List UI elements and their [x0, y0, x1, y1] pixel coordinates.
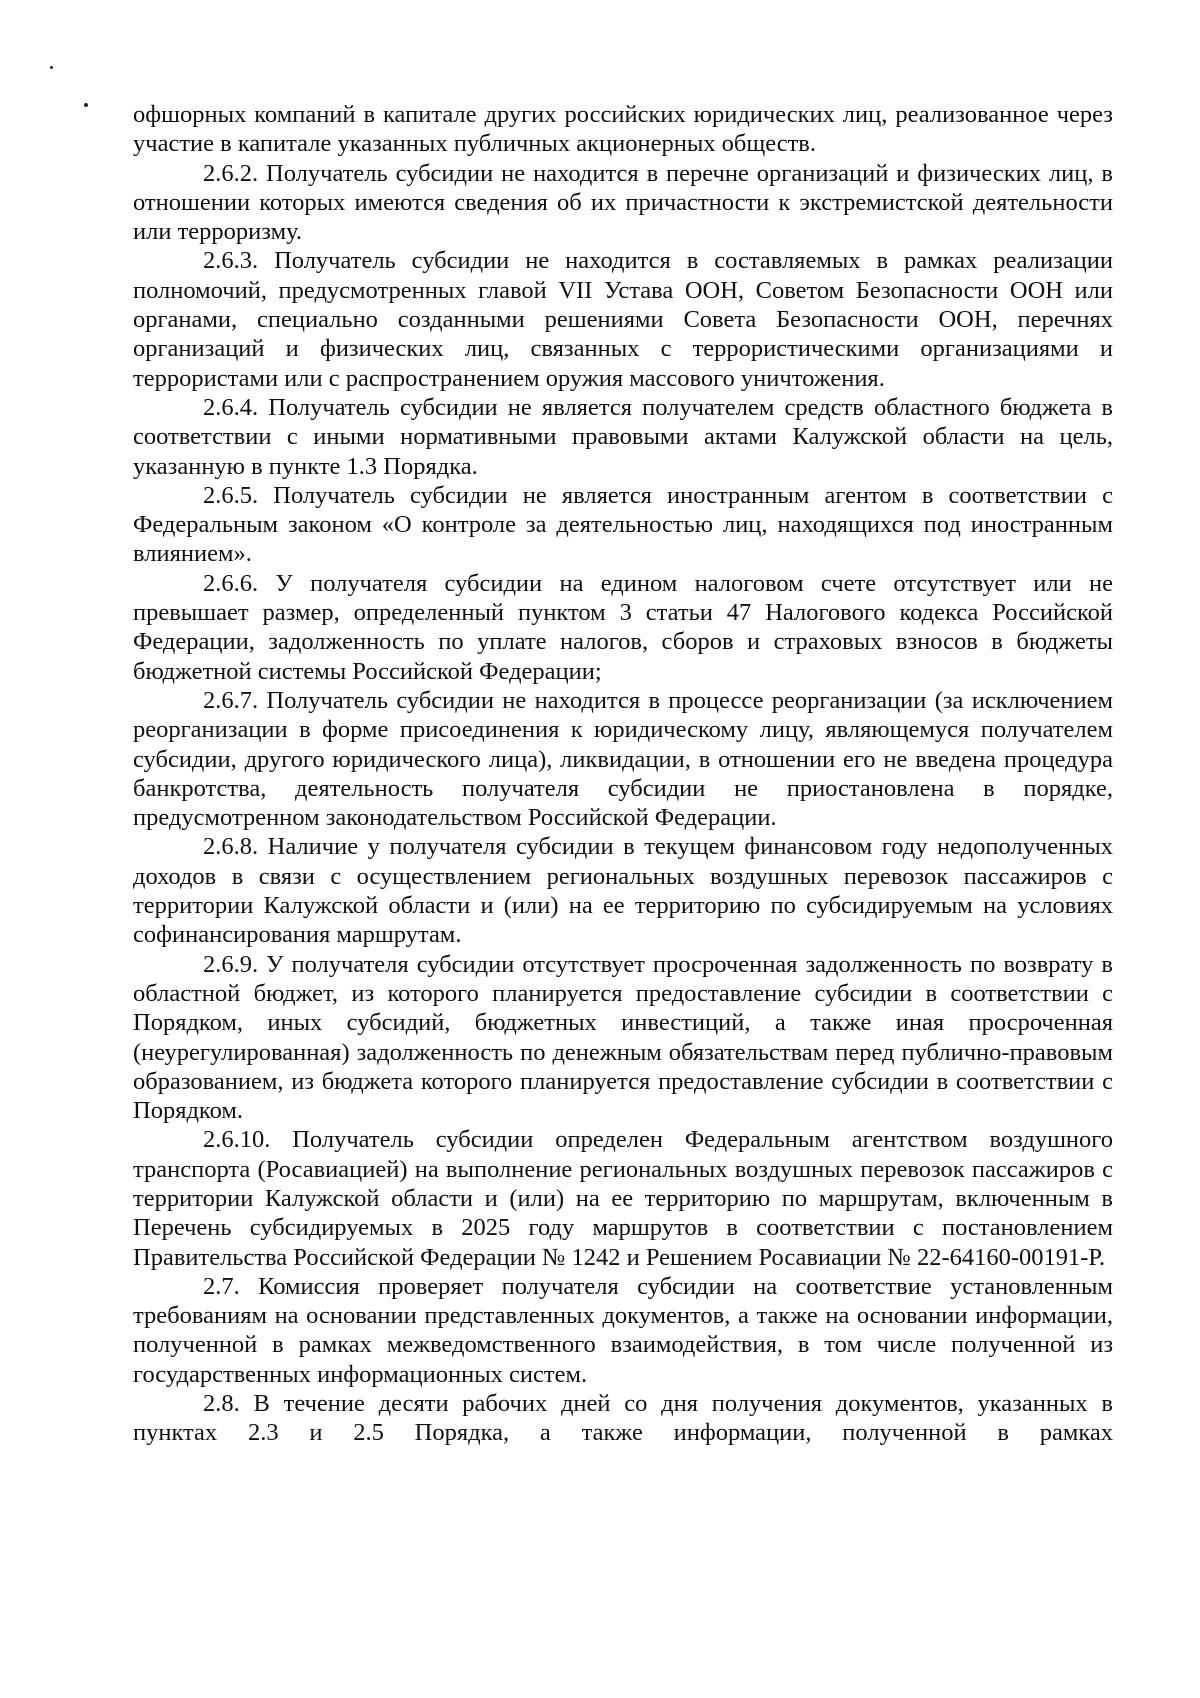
- scan-speck: [50, 66, 53, 69]
- scan-speck: [84, 103, 88, 107]
- paragraph-2-6-4: 2.6.4. Получатель субсидии не является получателем средств областного бюджета в соответствии с иными нормативными правовыми актами Калужской области на цель, указанную в пункте 1.3 Порядка.: [133, 393, 1113, 480]
- document-body: [133, 100, 1113, 1448]
- paragraph-2-6-2: 2.6.2. Получатель субсидии не находится в перечне организаций и физических лиц, в отношении которых имеются сведения об их причастности к экстремистской деятельности или терроризму.: [133, 159, 1113, 246]
- paragraph-continuation: офшорных компаний в капитале других российских юридических лиц, реализованное через участие в капитале указанных публичных акционерных обществ.: [133, 101, 1113, 158]
- paragraph-2-6-10: 2.6.10. Получатель субсидии определен Федеральным агентством воздушного транспорта (Росавиацией) на выполнение региональных воздушных перевозок пассажиров с территории Калужской области и (или) на ее территорию по маршрутам, включенным в Перечень субсидируемых в 2025 году маршрутов в соответствии с постановлением Правительства Российской Федерации № 1242 и Решением Росавиации № 22-64160-00191-Р.: [133, 1126, 1113, 1271]
- paragraph-2-6-7: 2.6.7. Получатель субсидии не находится в процессе реорганизации (за исключением реорганизации в форме присоединения к юридическому лицу, являющемуся получателем субсидии, другого юридического лица), ликвидации, в отношении его не введена процедура банкротства, деятельность получателя субсидии не приостановлена в порядке, предусмотренном законодательством Российской Федерации.: [133, 686, 1113, 832]
- paragraph-2-6-8: 2.6.8. Наличие у получателя субсидии в текущем финансовом году недополученных доходов в связи с осуществлением региональных воздушных перевозок пассажиров с территории Калужской области и (или) на ее территорию по субсидируемым на условиях софинансирования маршрутам.: [133, 833, 1113, 949]
- paragraph-2-6-9: 2.6.9. У получателя субсидии отсутствует просроченная задолженность по возврату в областной бюджет, из которого планируется предоставление субсидии в соответствии с Порядком, иных субсидий, бюджетных инвестиций, а также иная просроченная (неурегулированная) задолженность по денежным обязательствам перед публично-правовым образованием, из бюджета которого планируется предоставление субсидии в соответствии с Порядком.: [133, 950, 1113, 1125]
- paragraph-2-8: 2.8. В течение десяти рабочих дней со дня получения документов, указанных в пунктах 2.3 и 2.5 Порядка, а также информации, полученной в рамках: [133, 1390, 1113, 1447]
- paragraph-2-7: 2.7. Комиссия проверяет получателя субсидии на соответствие установленным требованиям на основании представленных документов, а также на основании информации, полученной в рамках межведомственного взаимодействия, в том числе полученной из государственных информационных систем.: [133, 1272, 1113, 1388]
- paragraph-2-6-6: 2.6.6. У получателя субсидии на едином налоговом счете отсутствует или не превышает размер, определенный пунктом 3 статьи 47 Налогового кодекса Российской Федерации, задолженность по уплате налогов, сборов и страховых взносов в бюджеты бюджетной системы Российской Федерации;: [133, 569, 1113, 685]
- paragraph-2-6-3: 2.6.3. Получатель субсидии не находится в составляемых в рамках реализации полномочий, предусмотренных главой VII Устава ООН, Советом Безопасности ООН или органами, специально созданными решениями Совета Безопасности ООН, перечнях организаций и физических лиц, связанных с террористическими организациями и террористами или с распространением оружия массового уничтожения.: [133, 247, 1113, 392]
- paragraph-2-6-5: 2.6.5. Получатель субсидии не является иностранным агентом в соответствии с Федеральным законом «О контроле за деятельностью лиц, находящихся под иностранным влиянием».: [133, 481, 1113, 568]
